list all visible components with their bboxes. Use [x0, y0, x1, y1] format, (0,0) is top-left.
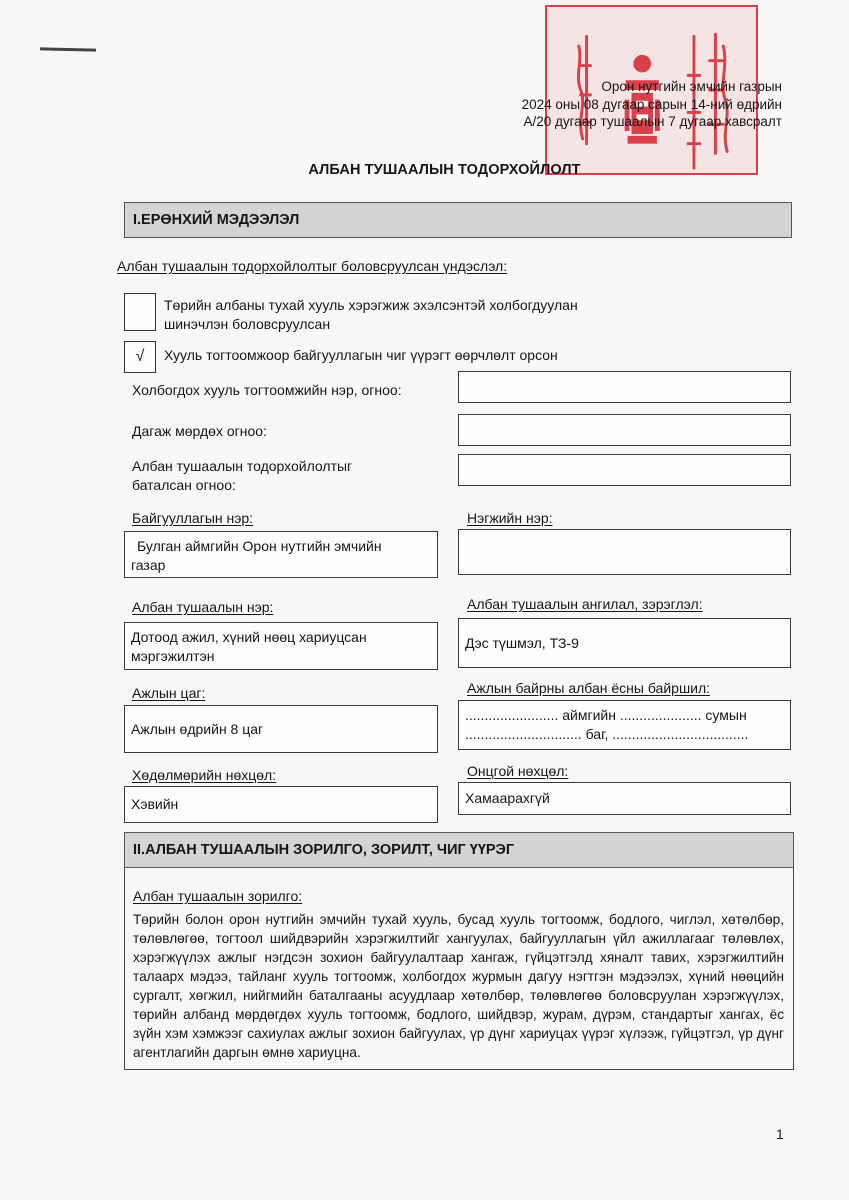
approved-date-label [132, 457, 352, 495]
location-value-line-2: .............................. баг, ................................... [465, 726, 749, 742]
page-number: 1 [776, 1126, 784, 1142]
stamp-line-1: Орон нутгийн эмчийн газрын [601, 79, 782, 94]
position-label: Албан тушаалын нэр: [132, 599, 274, 615]
organization-value-line-2: газар [131, 557, 166, 573]
work-conditions-label: Хөдөлмөрийн нөхцөл: [132, 767, 277, 783]
option-1-line-2: шинэчлэн боловсруулсан [164, 316, 331, 332]
position-value-line-2: мэргэжилтэн [131, 648, 215, 664]
document-title: АЛБАН ТУШААЛЫН ТОДОРХОЙЛОЛТ [308, 162, 581, 178]
basis-label: Албан тушаалын тодорхойлолтыг боловсруулсан үндэслэл: [117, 258, 508, 274]
effective-date-label: Дагаж мөрдөх огноо: [132, 423, 267, 439]
special-conditions-value: Хамаарахгүй [465, 790, 550, 806]
work-conditions-value: Хэвийн [131, 796, 179, 812]
classification-field[interactable] [458, 618, 791, 668]
law-name-field[interactable] [458, 371, 791, 403]
position-value-line-1: Дотоод ажил, хүний нөөц хариуцсан [131, 629, 367, 645]
section-1-heading: I.ЕРӨНХИЙ МЭДЭЭЛЭЛ [124, 202, 792, 238]
classification-label: Албан тушаалын ангилал, зэрэглэл: [467, 596, 703, 612]
stamp-line-2: 2024 оны 08 дугаар сарын 14-ний өдрийн [521, 96, 782, 112]
effective-date-field[interactable] [458, 414, 791, 446]
work-conditions-field[interactable] [124, 786, 438, 823]
section-2-heading: II.АЛБАН ТУШААЛЫН ЗОРИЛГО, ЗОРИЛТ, ЧИГ ҮҮРЭГ [124, 832, 794, 868]
work-hours-field[interactable] [124, 705, 438, 753]
option-2-label: Хууль тогтоомжоор байгууллагын чиг үүрэгт өөрчлөлт орсон [164, 347, 558, 363]
unit-field[interactable] [458, 529, 791, 575]
option-1-label [164, 296, 578, 334]
option-2-checkbox[interactable]: √ [124, 341, 156, 373]
special-conditions-field[interactable] [458, 782, 791, 815]
purpose-text: Төрийн болон орон нутгийн эмчийн тухай хууль, бусад хууль тогтоомж, бодлого, чиглэл, хөтөлбөр, төлөвлөгөө, тогтоол шийдвэрийн хэрэгжилтийг хангуулах, байгууллагын үйл ажиллагааг төлөвлөх, хэрэгжүүлэх ажлыг нэгдсэн зохион байгуулалтаар хангаж, гүйцэтгэлд хяналт тавих, хэрэгжилтийн талаарх мэдээ, тайланг хууль тогтоомж, холбогдох журмын дагуу нэгтгэн мэдээлэх, хүний нөөцийн сургалт, хөгжил, нийгмийн баталгааны асуудлаар хөтөлбөр, төлөвлөгөө боловсруулан хэрэгжүүлэх, төрийн албанд мөрдөгдөх хууль тогтоомж, бодлого, шийдвэр, журам, дүрэм, стандартыг хангах, ёс зүйн хэм хэмжээг сахиулах ажлыг зохион байгуулах, үр дүнг хариуцах үүрэг хүлээж, гүйцэтгэл, үр дүнг агентлагийн даргын өмнө хариуцна. [133, 912, 784, 1060]
unit-label: Нэгжийн нэр: [467, 510, 553, 526]
location-field[interactable] [458, 700, 791, 750]
purpose-label: Албан тушаалын зорилго: [133, 888, 303, 904]
scan-mark [40, 47, 96, 51]
approved-date-field[interactable] [458, 454, 791, 486]
approved-date-label-line-1: Албан тушаалын тодорхойлолтыг [132, 458, 353, 474]
option-1-checkbox[interactable] [124, 293, 156, 331]
special-conditions-label: Онцгой нөхцөл: [467, 763, 569, 779]
location-label: Ажлын байрны албан ёсны байршил: [467, 680, 711, 696]
work-hours-value: Ажлын өдрийн 8 цаг [131, 720, 264, 737]
approved-date-label-line-2: баталсан огноо: [132, 477, 236, 493]
work-hours-label: Ажлын цаг: [132, 685, 206, 701]
attachment-reference [476, 78, 782, 131]
organization-field[interactable] [124, 531, 438, 578]
location-value-line-1: ........................ аймгийн ..................... сумын [465, 707, 747, 723]
option-1-line-1: Төрийн албаны тухай хууль хэрэгжиж эхэлсэнтэй холбогдуулан [164, 297, 578, 313]
stamp-line-3: А/20 дугаар тушаалын 7 дугаар хавсралт [523, 114, 782, 129]
organization-label: Байгууллагын нэр: [132, 510, 254, 526]
position-field[interactable] [124, 622, 438, 670]
classification-value: Дэс түшмэл, ТЗ-9 [465, 634, 579, 651]
law-name-label: Холбогдох хууль тогтоомжийн нэр, огноо: [132, 382, 402, 398]
organization-value-line-1: Булган аймгийн Орон нутгийн эмчийн [137, 538, 382, 554]
